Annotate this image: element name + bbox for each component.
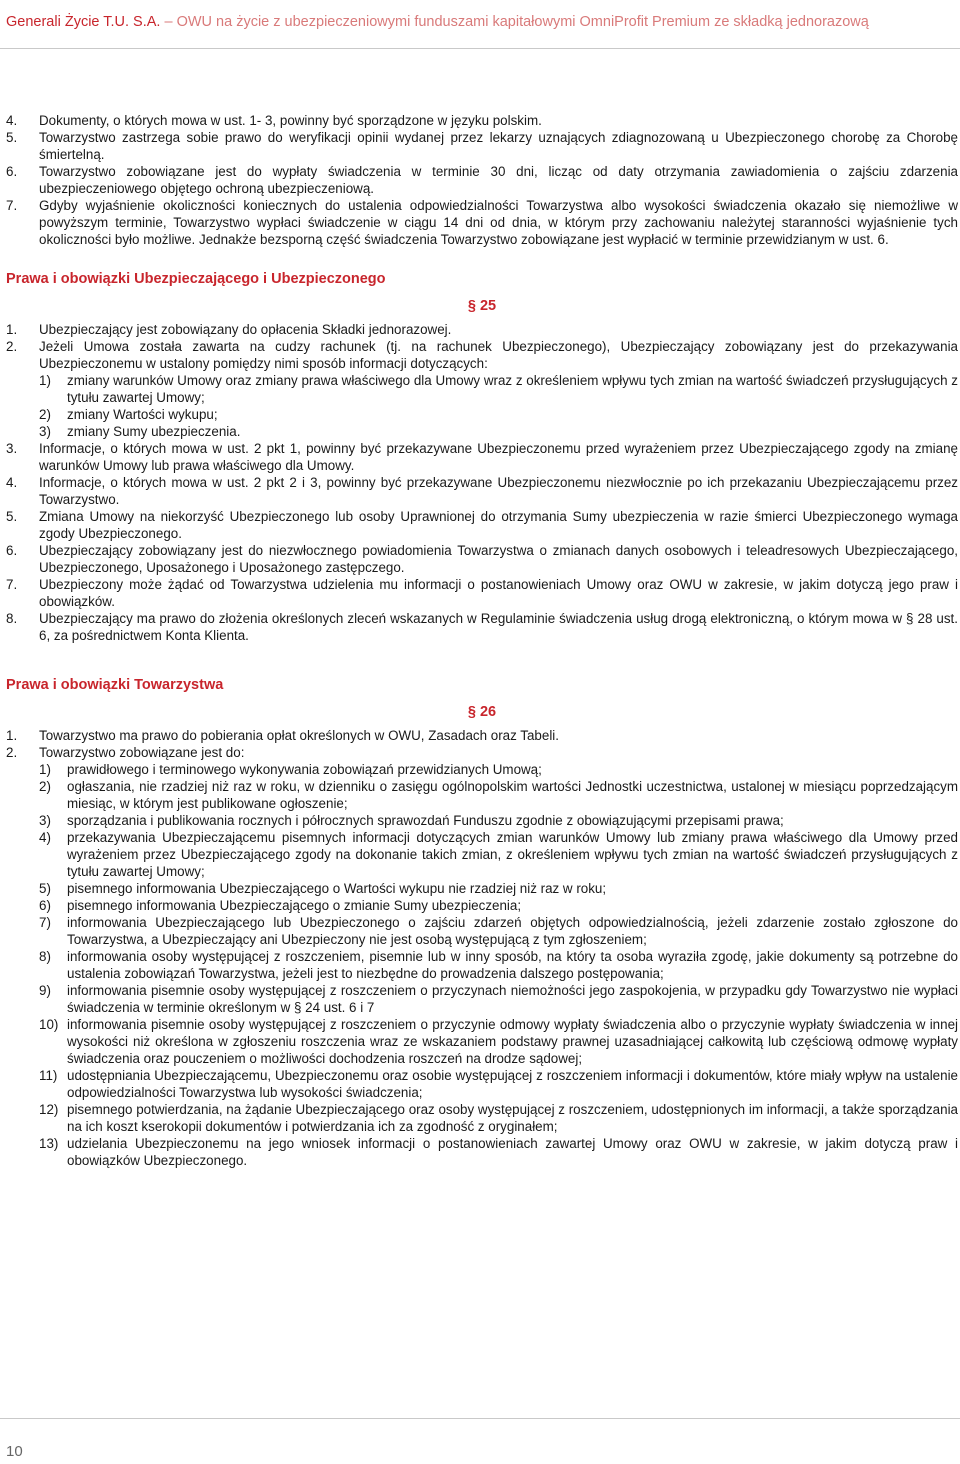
item-number: 1. (6, 322, 18, 337)
sub-item-number: 2) (39, 779, 51, 794)
list-item (6, 197, 958, 248)
sub-item-number: 1) (39, 373, 51, 388)
sub-item-number: 11) (39, 1068, 58, 1083)
sub-item-text: ogłaszania, nie rzadziej niż raz w roku, w dzienniku o zasięgu ogólnopolskim wartości Jednostki uczestnictwa, ustalonej w miesiącu poprzedzającym miesiąc, w którym jest publikowane ogłoszenie; (67, 779, 958, 811)
sub-item-text: sporządzania i publikowania rocznych i półrocznych sprawozdań Funduszu zgodnie z obowiązującymi przepisami prawa; (67, 813, 784, 828)
item-number: 7. (6, 198, 18, 213)
document-body (6, 112, 958, 1169)
sub-item-text: zmiany warunków Umowy oraz zmiany prawa właściwego dla Umowy wraz z określeniem wpływu tych zmian na wartość świadczeń przysługujących z tytułu zawartej Umowy; (67, 373, 958, 405)
sub-item-number: 3) (39, 813, 51, 828)
sub-item (39, 982, 958, 1016)
sub-item (39, 1135, 958, 1169)
item-text: Towarzystwo zobowiązane jest do wypłaty świadczenia w terminie 30 dni, licząc od daty otrzymania zawiadomienia o zajściu zdarzenia ubezpieczeniowego objętego ochroną ubezpieczeniową. (39, 164, 958, 196)
sub-item (39, 1067, 958, 1101)
item-number: 4. (6, 113, 18, 128)
item-text-block (39, 576, 958, 610)
sub-item-text: pisemnego potwierdzania, na żądanie Ubezpieczającego oraz osoby występującej z roszczeniem, udostępnionych im informacji, a także sporządzania na ich koszt kserokopii dokumentów i potwierdzania ich za zgodność z oryginałem; (67, 1102, 958, 1134)
sub-item-number: 4) (39, 830, 51, 845)
list-item (6, 163, 958, 197)
sub-item (39, 1016, 958, 1067)
list-item (6, 338, 958, 440)
sub-item-text: informowania Ubezpieczającego lub Ubezpieczonego o zajściu zdarzeń objętych odpowiedzialnością, jeżeli zdarzenie zostało zgłoszone do Towarzystwa, a Ubezpieczający ani Ubezpieczony nie jest osobą występującą z tym zgłoszeniem; (67, 915, 958, 947)
item-text-block (39, 744, 958, 1169)
sub-item-text: przekazywania Ubezpieczającemu pisemnych informacji dotyczących zmian warunków Umowy lub zmiany prawa właściwego dla Umowy przed wyrażeniem przez Ubezpieczającego zgody na dokonanie takich zmian, z określeniem wpływu tych zmian na wartość świadczeń przysługujących z tytułu zawartej Umowy; (67, 830, 958, 879)
list-item (6, 508, 958, 542)
item-text-block (39, 542, 958, 576)
list-item (6, 727, 958, 744)
sub-item (39, 423, 958, 440)
section-title-insurer: Prawa i obowiązki Towarzystwa (6, 677, 224, 693)
header-separator: – (164, 14, 173, 30)
sub-item-text: zmiany Wartości wykupu; (67, 407, 218, 422)
sub-item (39, 897, 958, 914)
item-number: 4. (6, 475, 18, 490)
item-text: Jeżeli Umowa została zawarta na cudzy rachunek (tj. na rachunek Ubezpieczonego), Ubezpieczający zobowiązany jest do przekazywania Ubezpieczonemu w ustalony pomiędzy nimi sposób informacji dotyczących: (39, 339, 958, 371)
item-number: 6. (6, 164, 18, 179)
sub-item-text: pisemnego informowania Ubezpieczającego o zmianie Sumy ubezpieczenia; (67, 898, 522, 913)
section-list-policyholder (6, 321, 958, 644)
item-text: Informacje, o których mowa w ust. 2 pkt 2 i 3, powinny być przekazywane Ubezpieczonemu niezwłocznie po ich przekazaniu Ubezpieczającemu przez Towarzystwo. (39, 475, 958, 507)
item-number: 5. (6, 130, 18, 145)
sub-item-number: 2) (39, 407, 51, 422)
item-number: 3. (6, 441, 18, 456)
sub-item (39, 761, 958, 778)
company-name: Generali Życie T.U. S.A. (6, 14, 161, 30)
list-item (6, 112, 958, 129)
sub-item-text: informowania osoby występującej z roszczeniem, pisemnie lub w inny sposób, na który ta osoba wyraziła zgodę, jakie dokumenty są potrzebne do ustalenia zobowiązań Towarzystwa, jeżeli jest to niezbędne do prowadzenia dalszego postępowania; (67, 949, 958, 981)
item-text: Ubezpieczony może żądać od Towarzystwa udzielenia mu informacji o postanowieniach Umowy oraz OWU w zakresie, w jakim dotyczą jego praw i obowiązków. (39, 577, 958, 609)
item-number: 1. (6, 728, 18, 743)
sub-item-number: 9) (39, 983, 51, 998)
item-number: 7. (6, 577, 18, 592)
sub-item-text: udostępniania Ubezpieczającemu, Ubezpieczonemu oraz osobie występującej z roszczeniem informacji i dokumentów, które miały wpływ na ustalenie odpowiedzialności Towarzystwa lub wysokości świadczenia; (67, 1068, 958, 1100)
sub-item-text: zmiany Sumy ubezpieczenia. (67, 424, 241, 439)
list-item (6, 440, 958, 474)
list-item (6, 474, 958, 508)
item-text-block (39, 610, 958, 644)
sub-item (39, 406, 958, 423)
sub-item-text: informowania pisemnie osoby występującej z roszczeniem o przyczynie odmowy wypłaty świadczenia albo o przyczynie wypłaty świadczenia w innej wysokości niż określona w zgłoszeniu roszczenia wraz ze wskazaniem podstawy prawnej uzasadniającej całkowitą lub częściową odmowę wypłaty świadczenia oraz pouczeniem o możliwości dochodzenia roszczeń na drodze sądowej; (67, 1017, 958, 1066)
item-text: Gdyby wyjaśnienie okoliczności koniecznych do ustalenia odpowiedzialności Towarzystwa albo wysokości świadczenia okazało się niemożliwe w powyższym terminie, Towarzystwo wypłaci świadczenie w ciągu 14 dni od dnia, w którym przy zachowaniu należytej staranności wyjaśnienie tych okoliczności było możliwe. Jednakże bezsporną część świadczenia Towarzystwo zobowiązane jest wypłacić w terminie przewidzianym w ust. 6. (39, 198, 958, 247)
section-list-insurer (6, 727, 958, 1169)
item-text-block (39, 727, 958, 744)
item-text: Towarzystwo zastrzega sobie prawo do weryfikacji opinii wydanej przez lekarzy uznających zdiagnozowaną u Ubezpieczonego chorobę za Chorobę śmiertelną. (39, 130, 958, 162)
sub-item-number: 6) (39, 898, 51, 913)
sub-item (39, 829, 958, 880)
sub-item-number: 10) (39, 1017, 59, 1032)
item-text-block (39, 321, 958, 338)
list-item (6, 744, 958, 1169)
section-title-policyholder: Prawa i obowiązki Ubezpieczającego i Ubezpieczonego (6, 271, 386, 287)
item-text: Ubezpieczający jest zobowiązany do opłacenia Składki jednorazowej. (39, 322, 452, 337)
list-item (6, 321, 958, 338)
sub-item (39, 372, 958, 406)
item-text-block (39, 508, 958, 542)
item-text: Informacje, o których mowa w ust. 2 pkt 1, powinny być przekazywane Ubezpieczonemu przed wyrażeniem przez Ubezpieczającego zgody na zmianę warunków Umowy lub prawa właściwego dla Umowy. (39, 441, 958, 473)
list-item (6, 576, 958, 610)
sub-item (39, 948, 958, 982)
sub-item (39, 914, 958, 948)
item-text: Towarzystwo zobowiązane jest do: (39, 745, 245, 760)
page-number: 10 (6, 1443, 23, 1460)
item-text-block (39, 163, 958, 197)
sub-item-text: pisemnego informowania Ubezpieczającego o Wartości wykupu nie rzadziej niż raz w roku; (67, 881, 607, 896)
footer-divider (0, 1418, 960, 1419)
list-item (6, 129, 958, 163)
item-text: Dokumenty, o których mowa w ust. 1- 3, powinny być sporządzone w języku polskim. (39, 113, 542, 128)
sub-item-number: 8) (39, 949, 51, 964)
item-text-block (39, 440, 958, 474)
item-text-block (39, 112, 958, 129)
sub-item-number: 3) (39, 424, 51, 439)
page-header (6, 14, 869, 30)
item-number: 6. (6, 543, 18, 558)
list-item (6, 542, 958, 576)
document-title: OWU na życie z ubezpieczeniowymi funduszami kapitałowymi OmniProfit Premium ze składką jednorazową (176, 14, 869, 30)
sub-item-number: 1) (39, 762, 51, 777)
item-text-block (39, 474, 958, 508)
sub-item-text: udzielania Ubezpieczonemu na jego wniosek informacji o postanowieniach zawartej Umowy oraz OWU w zakresie, w jakim dotyczą praw i obowiązków Ubezpieczonego. (67, 1136, 958, 1168)
sub-item-number: 12) (39, 1102, 59, 1117)
item-text-block (39, 338, 958, 440)
sub-item-number: 5) (39, 881, 51, 896)
header-divider (0, 48, 960, 49)
item-text: Zmiana Umowy na niekorzyść Ubezpieczonego lub osoby Uprawnionej do otrzymania Sumy ubezpieczenia w razie śmierci Ubezpieczonego wymaga zgody Ubezpieczonego. (39, 509, 958, 541)
item-text: Towarzystwo ma prawo do pobierania opłat określonych w OWU, Zasadach oraz Tabeli. (39, 728, 559, 743)
item-text-block (39, 197, 958, 248)
sub-item (39, 812, 958, 829)
sub-item (39, 880, 958, 897)
item-number: 2. (6, 339, 18, 354)
item-text: Ubezpieczający zobowiązany jest do niezwłocznego powiadomienia Towarzystwa o zmianach danych osobowych i teleadresowych Ubezpieczającego, Ubezpieczonego, Uposażonego i Uposażonego zastępczego. (39, 543, 958, 575)
sub-item (39, 1101, 958, 1135)
item-text: Ubezpieczający ma prawo do złożenia określonych zleceń wskazanych w Regulaminie świadczenia usług drogą elektroniczną, o którym mowa w § 28 ust. 6, za pośrednictwem Konta Klienta. (39, 611, 958, 643)
sub-item (39, 778, 958, 812)
list-item (6, 610, 958, 644)
sub-item-text: informowania pisemnie osoby występującej z roszczeniem o przyczynach niemożności jego zaspokojenia, w przypadku gdy Towarzystwo nie wypłaci świadczenia w terminie określonym w § 24 ust. 6 i 7 (67, 983, 958, 1015)
paragraph-number-25: § 25 (467, 298, 497, 314)
sub-item-number: 7) (39, 915, 51, 930)
sub-item-number: 13) (39, 1136, 59, 1151)
item-number: 8. (6, 611, 18, 626)
sub-item-text: prawidłowego i terminowego wykonywania zobowiązań przewidzianych Umową; (67, 762, 542, 777)
paragraph-number-26: § 26 (467, 704, 497, 720)
item-number: 2. (6, 745, 18, 760)
item-text-block (39, 129, 958, 163)
intro-list (6, 112, 958, 248)
item-number: 5. (6, 509, 18, 524)
